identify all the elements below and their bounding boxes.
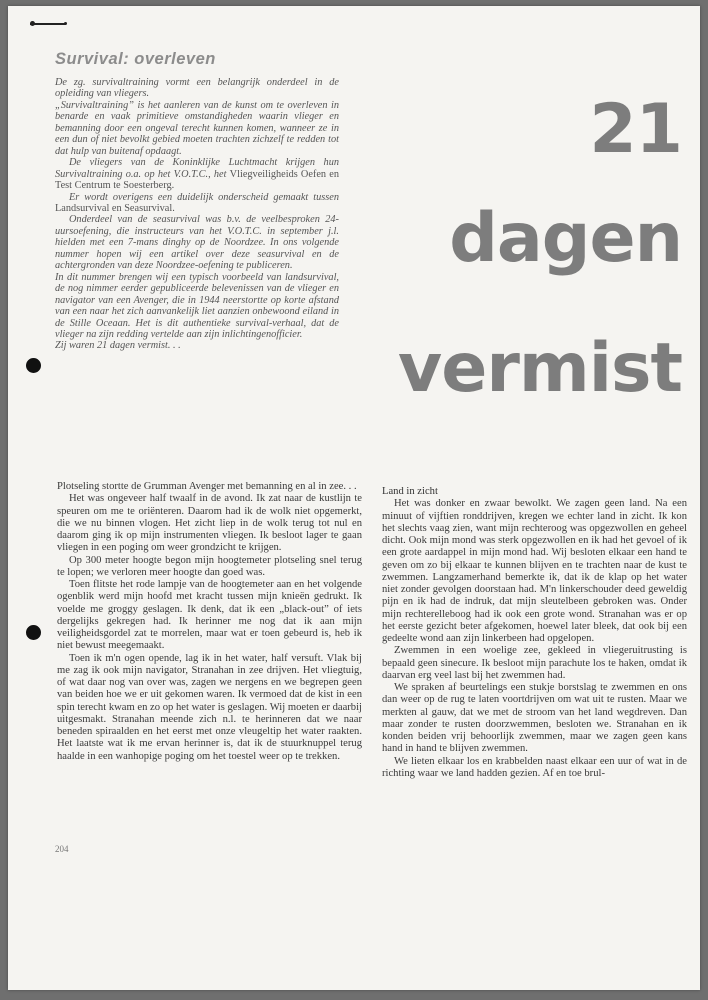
headline-word: vermist [397, 329, 682, 408]
intro-paragraph: Onderdeel van de seasurvival was b.v. de veelbesproken 24-uursoefening, die instructeurs van het V.O.T.C. in september j.l. hielden met een 7-mans dinghy op de Noordzee. In ons volgende nummer hopen wij een artikel over deze seasurvival en de achtergronden van deze Noordzee-oefening te publiceren. [55, 214, 339, 272]
article-column-right [382, 486, 687, 780]
page-number: 204 [55, 844, 69, 854]
intro-paragraph: De zg. survivaltraining vormt een belangrijk onderdeel in de opleiding van vliegers. [55, 77, 339, 100]
article-column-left [57, 481, 362, 763]
intro-text-run: De vliegers van de Koninklijke Luchtmacht krijgen hun Survivaltraining o.a. op het V.O.T.C., het [55, 157, 339, 180]
headline-word: dagen [449, 199, 682, 278]
article-paragraph: Op 300 meter hoogte begon mijn hoogtemeter plotseling snel terug te lopen; we verloren meer hoogte dan goed was. [57, 554, 362, 578]
article-paragraph: Toen flitste het rode lampje van de hoogtemeter aan en het volgende ogenblik werd mijn hoofd met kracht tussen mijn knieën gedrukt. Ik voelde me groggy geslagen. Ik denk, dat ik een „black-out” of iets dergelijks gekregen had. Ik herinner me nog dat ik aan mijn veiligheidsgordel zat te morrelen, maar wat er toen gebeurd is, heb ik niet bewust meegemaakt. [57, 579, 362, 652]
article-paragraph: Plotseling stortte de Grumman Avenger met bemanning en al in zee. . . [57, 481, 357, 492]
punch-hole [26, 358, 41, 373]
intro-paragraph: Zij waren 21 dagen vermist. . . [55, 340, 181, 352]
article-paragraph: Het was ongeveer half twaalf in de avond. Ik zat naar de kustlijn te speuren om me te oriënteren. Daarom had ik de wolk niet opgemerkt, die we nu binnen vlogen. Het zicht liep in de wolk terug tot nul en daarom ging ik op mijn instrumenten vliegen. Ik besloot lager te gaan vliegen in een poging om weer grondzicht te krijgen. [57, 493, 362, 554]
registration-dot [30, 21, 35, 26]
registration-dot [64, 22, 67, 25]
intro-text-run: Landsurvival en Seasurvival. [55, 202, 175, 214]
article-paragraph: Zwemmen in een woelige zee, gekleed in vliegeruitrusting is bepaald geen sinecure. Ik besloot mijn parachute los te haken, omdat ik daarvan erg veel last bij het zwemmen had. [382, 645, 687, 681]
intro-paragraph: „Survivaltraining” is het aanleren van de kunst om te overleven in benarde en vaak primitieve omstandigheden waarin vlieger en bemanning door een ongeval terecht kunnen komen, wanneer ze in een dun of niet bevolkt gebied moeten trachten zichzelf te redden tot dat hulp van buitenaf opdaagt. [55, 99, 339, 157]
intro-text-run: Vliegveiligheids Oefen en Test Centrum te Soesterberg. [55, 168, 339, 192]
article-paragraph: We lieten elkaar los en krabbelden naast elkaar een uur of wat in de richting waar we land hadden gezien. Af en toe brul- [382, 755, 687, 779]
intro-paragraph [55, 192, 339, 215]
page [8, 6, 700, 990]
intro-text [55, 77, 339, 352]
article-paragraph: We spraken af beurtelings een stukje borstslag te zwemmen en ons dan weer op de rug te laten voortdrijven om wat uit te rusten. Maar we merkten al gauw, dat we met de stroom van het land wegdreven. Dan maar zonder te rusten doorzwemmen, besloten we. Stranahan en ik konden beiden vrij behoorlijk zwemmen, maar we zagen geen kans hand in hand te blijven zwemmen. [382, 682, 687, 755]
headline-number: 21 [589, 90, 682, 169]
intro-text-run: Er wordt overigens een duidelijk onderscheid gemaakt tussen [69, 191, 339, 203]
registration-line [30, 23, 66, 25]
article-paragraph: Toen ik m'n ogen opende, lag ik in het water, half versuft. Vlak bij me zag ik ook mijn navigator, Stranahan in zee drijven. Het vliegtuig, of wat daar nog van over was, zagen we nergens en we begrepen geen van beiden hoe we er uit gekomen waren. Ik vermoed dat de kist in een spin terecht kwam en zo op het water is geslagen. Wij moeten er daarbij uitgesmakt. Stranahan meende zich n.l. te herinneren dat we naar beneden spiraalden en het eerst met onze vleugeltip het water raakten. Het laatste wat ik me ervan herinner is, dat ik de stuurknuppel terug haalde in een wanhopige poging om het toestel weer op te trekken. [57, 652, 362, 762]
article-paragraph: Het was donker en zwaar bewolkt. We zagen geen land. Na een minuut of vijftien ronddrijven, kregen we echter land in zicht. Ik kon het slechts vaag zien, want mijn rechteroog was opgezwollen en geheel dicht. Ook mijn mond was sterk opgezwollen en ik had het gevoel of ik een grote aardappel in mijn mond had. Wij besloten elkaar een hand te geven om zo bij elkaar te kunnen blijven en te trachten naar de kust te zwemmen. Langzamerhand bemerkte ik, dat ik de klap op het water niet zonder gevolgen doorstaan had. M'n linkerschouder deed geweldig pijn en ik had de indruk, dat mijn sleutelbeen gebroken was. Onder mijn rechterelleboog had ik ook een grote wond. Stranahan was er op het eerste gezicht beter afgekomen, hoewel later bleek, dat ook bij een gedeelte wond aan zijn linkerbeen had opgelopen. [382, 498, 687, 644]
article-subheading: Land in zicht [382, 486, 438, 497]
intro-paragraph [55, 157, 339, 191]
intro-paragraph: In dit nummer brengen wij een typisch voorbeeld van landsurvival, de nog nimmer eerder gepubliceerde belevenissen van de vlieger en navigator van een Avenger, die in 1944 neerstortte op korte afstand van een naar het zich aanvankelijk liet aanzien onbewoond eiland in de Stille Oceaan. Het is dit authentieke survival-verhaal, dat de vlieger na zijn redding vertelde aan zijn inlichtingenofficier. [55, 271, 339, 340]
punch-hole [26, 625, 41, 640]
section-title: Survival: overleven [55, 50, 216, 68]
registration-mark [30, 20, 70, 28]
